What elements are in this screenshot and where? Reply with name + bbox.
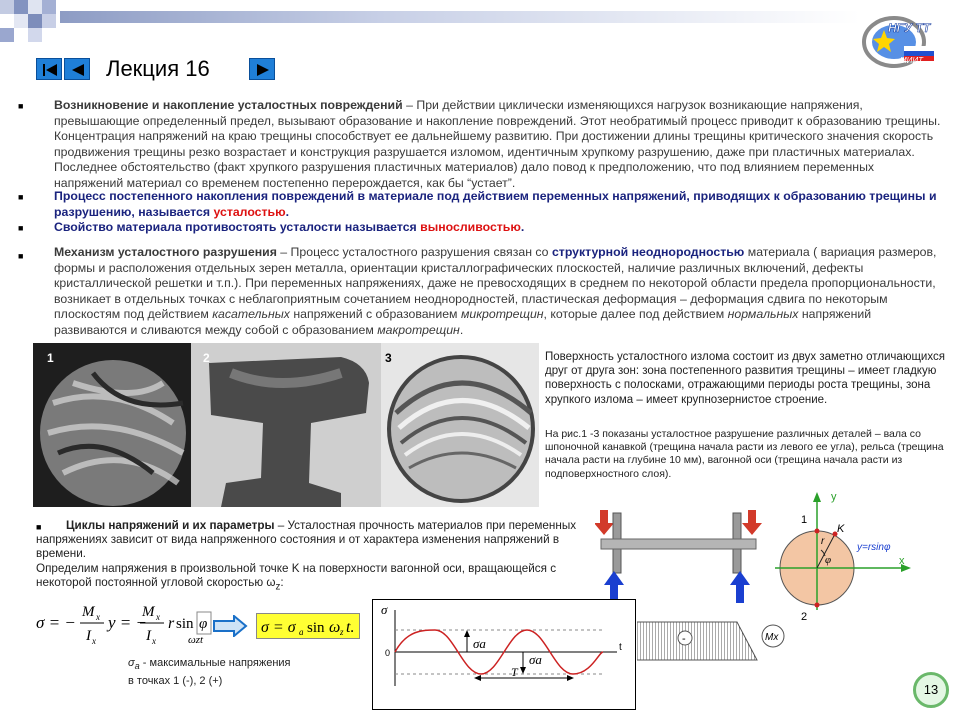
photo-axle (381, 343, 539, 507)
term-structural: структурной неоднородностью (551, 245, 745, 259)
y-axis-label: y (831, 491, 837, 503)
deco-square (42, 0, 56, 14)
arrow-left-icon (65, 59, 91, 81)
text-part: – Процесс усталостного разрушения связан со (276, 245, 552, 259)
sigma-axis-label: σ (381, 602, 388, 617)
definition-text: Процесс постепенного накопления повреждений в материале под действием переменных напряжений, приводящих к образованию трещины и разрушению, называется (54, 189, 937, 219)
photo-number: 1 (47, 351, 54, 365)
zero-label: 0 (385, 648, 391, 658)
svg-text:M: M (82, 604, 95, 620)
logo-subtext: МИИТ (900, 56, 923, 65)
point-k-label: K (837, 523, 845, 535)
first-slide-button[interactable] (36, 58, 62, 80)
svg-text:z: z (340, 627, 344, 637)
note-text: в точках 1 (-), 2 (+) (128, 675, 223, 688)
previous-slide-button[interactable] (64, 58, 90, 80)
term-heading: Возникновение и накопление усталостных повреждений (54, 98, 403, 112)
subscript: z (275, 581, 281, 593)
deco-square (0, 0, 14, 14)
stress-cycles-text (36, 519, 586, 594)
paragraph-endurance-definition (54, 220, 944, 236)
svg-text:I: I (146, 628, 151, 644)
text-part: напряжений с образованием (289, 307, 461, 322)
svg-text:a: a (299, 627, 304, 637)
arrow-right-icon (212, 615, 248, 642)
paragraph-text: – При действии циклически изменяющихся нагрузок возникающие напряжения, превышающие определенный предел, вызывают образование и накопление повреждений. Этот необратимый процесс приводит к образованию трещины. Концентрация напряжений на краю трещины способствует ее дальнейшему развитию. При достижении длины трещины критического значения скорость продвижения трещины резко возрастает и конструкция разрушается изломом, идентичным хрупкому разрушению, даже при пластичных материалах. Последнее обстоятельство (факт хрупкого разрушения пластичных материалов) дало повод к предположению, что под влиянием переменных напряжений материал со временем постепенно перерождается, как бы “устает”. (54, 98, 941, 190)
sigma-symbol: σ (128, 657, 135, 669)
term-normal: нормальных (727, 307, 799, 322)
deco-square (0, 28, 14, 42)
svg-text:I: I (86, 628, 91, 644)
paragraph-text: Определим напряжения в произвольной точке K на поверхности вагонной оси, вращающейся с некоторой постоянной угловой скоростью ω (36, 561, 557, 589)
photo-rail (191, 343, 381, 507)
term-heading: Циклы напряжений и их параметры (66, 519, 275, 532)
fracture-photos (33, 343, 539, 507)
photo-number: 2 (203, 351, 210, 365)
bullet-square: ■ (18, 101, 24, 111)
highlighted-formula (256, 613, 360, 639)
deco-square (14, 0, 28, 14)
fracture-zones-text: Поверхность усталостного излома состоит из двух заметно отличающихся друг от друга зон: зона постепенного развития трещины – имеет гладкую поверхность с полосками, отражающими периоды роста трещины, зона хрупкого излома – имеет крупнозернистое строение. (545, 351, 945, 406)
term-heading: Механизм усталостного разрушения (54, 245, 277, 259)
radius-label: r (821, 536, 825, 547)
svg-text:σ = σ: σ = σ (261, 619, 296, 636)
svg-text:x: x (96, 612, 100, 622)
bullet-square: ■ (18, 251, 24, 261)
next-slide-button[interactable] (249, 58, 275, 80)
axle-diagram (595, 505, 770, 605)
university-logo (856, 8, 940, 72)
arrow-right-icon (250, 59, 276, 81)
time-axis-label: t (619, 642, 622, 653)
photo-shaft (33, 343, 191, 507)
deco-square (14, 14, 28, 28)
phi-label: φ (825, 554, 832, 566)
photo-number: 3 (385, 351, 392, 365)
paragraph-fatigue-definition (54, 189, 944, 220)
page-number-badge: 13 (913, 672, 949, 708)
figure-caption-text: На рис.1 -3 показаны усталостное разрушение различных деталей – вала со шпоночной канавкой (трещина начала расти из левого ее угла), рельса (трещина начала расти на глубине 10 мм), вагонной оси (трещина начала расти из подповерхностного слоя). (545, 428, 944, 480)
stress-time-graph (372, 599, 636, 710)
omega-t-label: ωzt (188, 634, 204, 646)
term-tangential: касательных (212, 307, 290, 322)
bullet-square: ■ (18, 192, 24, 202)
minus-sign: - (682, 633, 686, 645)
term-macrocracks: макротрещин (377, 322, 460, 337)
top-decoration (0, 0, 960, 34)
y-equation-label: y=rsinφ (857, 542, 891, 553)
bullet-square: ■ (18, 223, 24, 233)
term-microcracks: микротрещин (460, 307, 544, 322)
svg-text:x: x (92, 636, 96, 646)
deco-square (28, 14, 42, 28)
period: . (285, 204, 290, 219)
deco-square (28, 28, 42, 42)
skip-back-icon (37, 59, 63, 81)
moment-label: Mx (765, 632, 779, 643)
colon: : (280, 575, 284, 589)
svg-text:x: x (156, 612, 160, 622)
term-endurance: выносливостью (420, 220, 521, 234)
svg-text:r: r (168, 615, 175, 632)
term-fatigue: усталостью (213, 204, 286, 219)
svg-text:sin: sin (176, 616, 194, 632)
slide-title: Лекция 16 (106, 56, 210, 81)
point-1-label: 1 (801, 514, 808, 526)
definition-text: Свойство материала противостоять усталости называется (54, 220, 421, 234)
period-label: T (511, 665, 518, 679)
bending-moment-diagram (637, 620, 797, 664)
svg-text:M: M (142, 604, 155, 620)
svg-text:φ: φ (199, 616, 208, 632)
paragraph-fatigue-damage (54, 98, 944, 192)
subscript: a (134, 661, 140, 672)
max-stress-note (128, 656, 291, 689)
period: . (520, 220, 525, 234)
text-part: материала ( вариация размеров, формы и расположения отдельных зерен металла, ориентации кристаллографических плоскостей, наличие различных включений, дефекты кристаллической решетки и т.п.). При переменных напряжениях, даже не превосходящих в среднем по некоторой области предела пропорциональности, возникает в отдельных точках с неблагоприятным сочетанием неоднородностей, пластическая деформация – деформация сдвига по некоторым плоскостям под действием (54, 245, 937, 322)
point-2-label: 2 (801, 611, 808, 623)
text-part: , которые далее под действием (543, 307, 728, 322)
amplitude-label: σa (529, 652, 542, 667)
cross-section-diagram (775, 490, 915, 625)
svg-text:ω: ω (329, 619, 341, 636)
logo-text: НГУ ТТ (888, 21, 931, 35)
paragraph-text: – Усталостная прочность материалов при переменных напряжениях зависит от вида напряженного состояния и от характера изменения напряжений в времени. (36, 519, 577, 561)
svg-text:x: x (152, 636, 156, 646)
note-text: - максимальные напряжения (139, 657, 291, 669)
deco-square (28, 0, 42, 14)
paragraph-fracture-mechanism (54, 245, 944, 339)
x-axis-label: x (899, 555, 905, 567)
period: . (459, 322, 464, 337)
svg-text:sin: sin (307, 620, 325, 636)
svg-text:t.: t. (346, 619, 355, 636)
deco-square (42, 14, 56, 28)
svg-text:y = −: y = − (108, 613, 147, 632)
amplitude-label: σa (473, 636, 486, 651)
text-part: напряжений развиваются и сливаются между собой с образованием (54, 307, 872, 337)
svg-text:σ = −: σ = − (36, 613, 76, 632)
header-gradient-bar (60, 11, 860, 23)
bullet-square: ■ (36, 522, 42, 532)
